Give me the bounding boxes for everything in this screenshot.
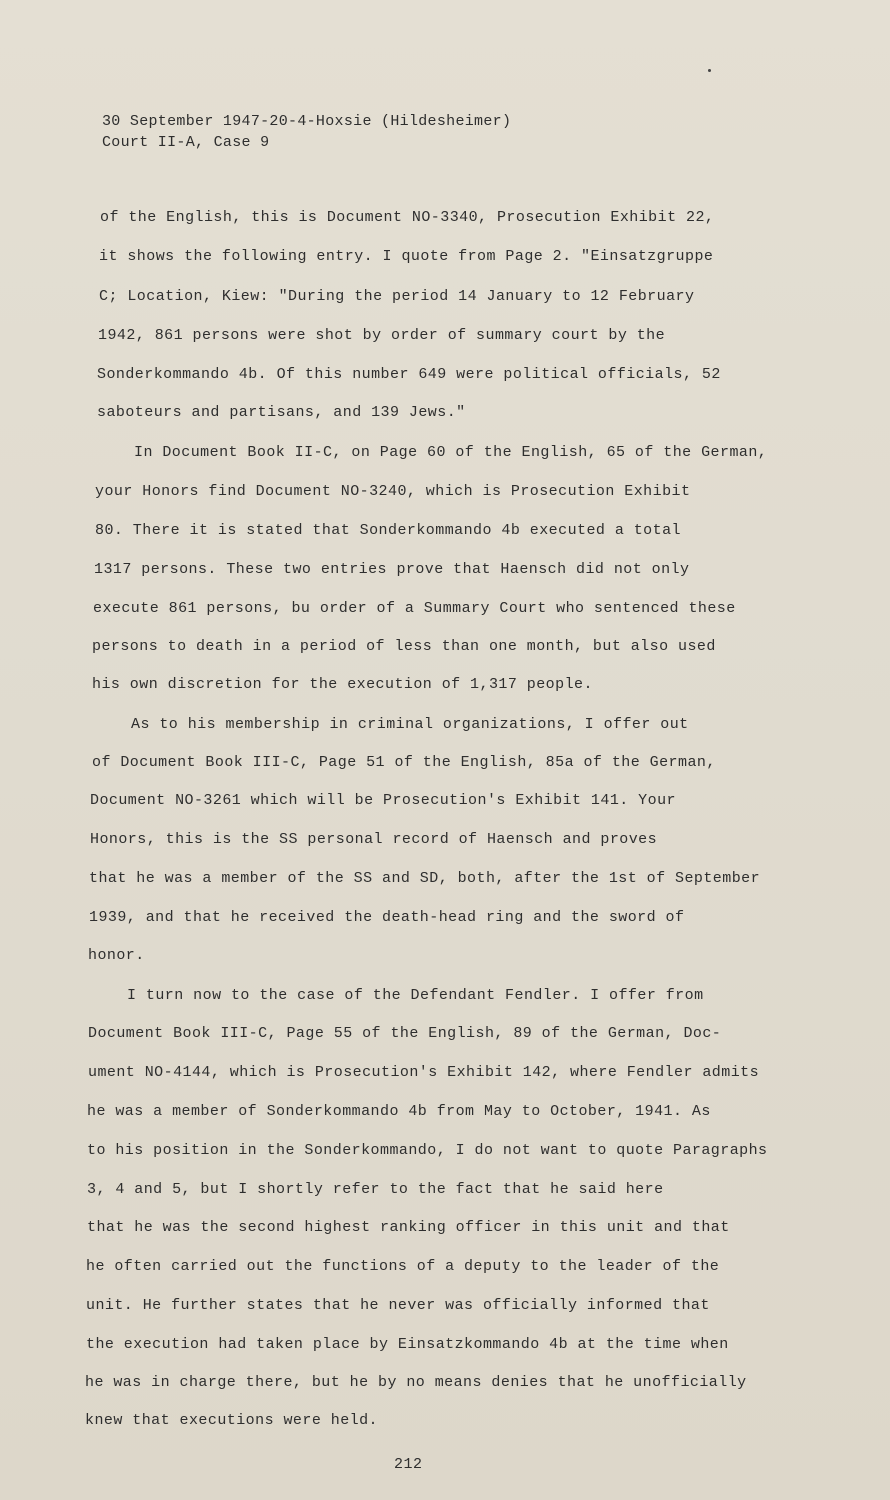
page-number: 212 [394, 1456, 423, 1473]
text-line: of the English, this is Document NO-3340, Prosecution Exhibit 22, [100, 209, 715, 226]
text-line: he was a member of Sonderkommando 4b from May to October, 1941. As [87, 1103, 711, 1120]
text-line: it shows the following entry. I quote from Page 2. "Einsatzgruppe [99, 248, 714, 265]
header-date-line: 30 September 1947-20-4-Hoxsie (Hildesheimer) [102, 113, 512, 130]
text-line: that he was the second highest ranking officer in this unit and that [87, 1219, 730, 1236]
text-line: that he was a member of the SS and SD, both, after the 1st of September [89, 870, 761, 887]
header-court-line: Court II-A, Case 9 [102, 134, 270, 151]
text-line: knew that executions were held. [85, 1412, 378, 1429]
text-line: Honors, this is the SS personal record of Haensch and proves [90, 831, 658, 848]
text-line: C; Location, Kiew: "During the period 14 January to 12 February [99, 288, 695, 305]
text-line: 1939, and that he received the death-head ring and the sword of [89, 909, 685, 926]
text-line: to his position in the Sonderkommando, I do not want to quote Paragraphs [87, 1142, 768, 1159]
text-line: I turn now to the case of the Defendant Fendler. I offer from [127, 987, 704, 1004]
text-line: 80. There it is stated that Sonderkommando 4b executed a total [95, 522, 681, 539]
text-line: 1942, 861 persons were shot by order of summary court by the [98, 327, 666, 344]
text-line: execute 861 persons, bu order of a Summary Court who sentenced these [93, 600, 736, 617]
text-line: saboteurs and partisans, and 139 Jews." [97, 404, 466, 421]
text-line: your Honors find Document NO-3240, which is Prosecution Exhibit [95, 483, 691, 500]
text-line: he was in charge there, but he by no means denies that he unofficially [85, 1374, 747, 1391]
text-line: unit. He further states that he never was officially informed that [86, 1297, 710, 1314]
text-line: As to his membership in criminal organizations, I offer out [131, 716, 689, 733]
text-line: his own discretion for the execution of 1,317 people. [92, 676, 593, 693]
text-line: ument NO-4144, which is Prosecution's Exhibit 142, where Fendler admits [88, 1064, 760, 1081]
text-line: the execution had taken place by Einsatzkommando 4b at the time when [86, 1336, 729, 1353]
text-line: In Document Book II-C, on Page 60 of the English, 65 of the German, [134, 444, 768, 461]
text-line: of Document Book III-C, Page 51 of the English, 85a of the German, [92, 754, 716, 771]
text-line: Document Book III-C, Page 55 of the English, 89 of the German, Doc- [88, 1025, 722, 1042]
text-line: he often carried out the functions of a deputy to the leader of the [86, 1258, 720, 1275]
text-line: persons to death in a period of less than one month, but also used [92, 638, 716, 655]
text-line: Document NO-3261 which will be Prosecution's Exhibit 141. Your [90, 792, 676, 809]
text-line: honor. [88, 947, 145, 964]
text-line: 1317 persons. These two entries prove that Haensch did not only [94, 561, 690, 578]
text-line: Sonderkommando 4b. Of this number 649 were political officials, 52 [97, 366, 721, 383]
text-line: 3, 4 and 5, but I shortly refer to the fact that he said here [87, 1181, 664, 1198]
